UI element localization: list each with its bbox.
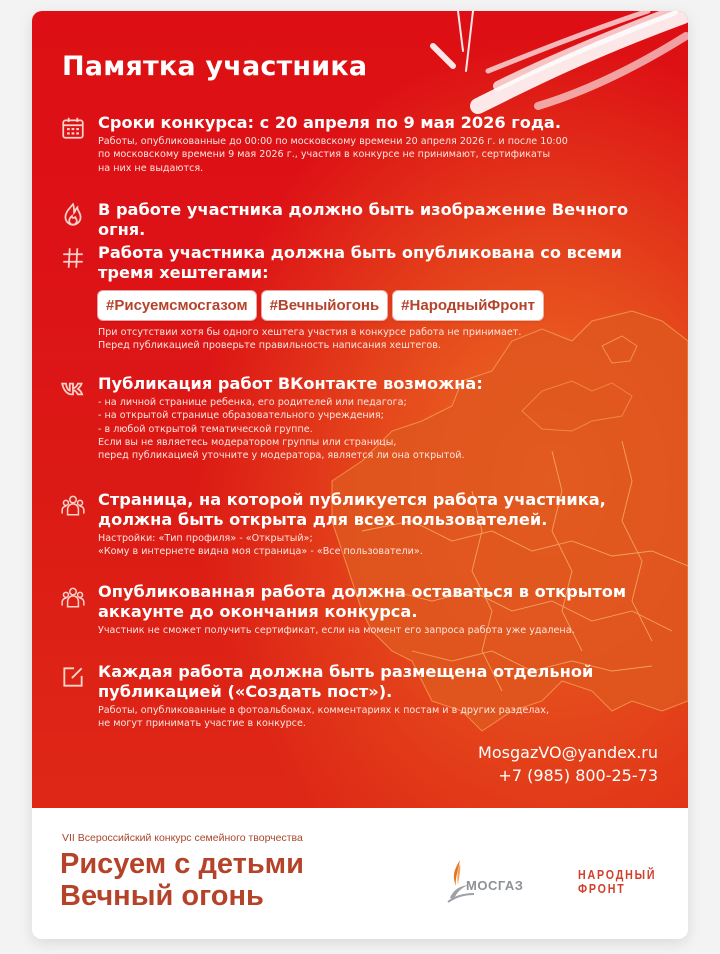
rule-heading: Работа участника должна быть опубликована со всеми тремя хештегами: — [98, 243, 623, 282]
rule-details: При отсутствии хотя бы одного хештега участия в конкурсе работа не принимает. Перед публикацией проверьте правильность написания хештегов. — [98, 327, 522, 352]
poster-card — [32, 11, 688, 939]
brush-stroke-decoration — [418, 11, 688, 121]
contact-email[interactable]: MosgazVO@yandex.ru — [478, 743, 658, 762]
vk-icon — [60, 376, 88, 404]
hashtag-chip: #НародныйФронт — [393, 291, 543, 320]
rule-heading: Страница, на которой публикуется работа участника, должна быть открыта для всех пользователей. — [98, 490, 606, 529]
contest-name: Рисуем с детьми Вечный огонь — [60, 848, 304, 912]
rule-heading: Опубликованная работа должна оставаться в открытом аккаунте до окончания конкурса. — [98, 582, 627, 621]
hashtag-chip: #Вечныйогонь — [262, 291, 388, 320]
page-title: Памятка участника — [62, 51, 368, 82]
rule-heading: Сроки конкурса: с 20 апреля по 9 мая 2026 года. — [98, 113, 561, 132]
rule-details: - на личной странице ребенка, его родителей или педагога; - на открытой странице образовательного учреждения; - в любой открытой тематической группе. Если вы не являетесь модератором группы или страницы, перед публикацией уточните у модератора, является ли она открытой. — [98, 397, 465, 462]
rule-details: Работы, опубликованные в фотоальбомах, комментариях к постам и в других разделах, не могут принимать участие в конкурсе. — [98, 705, 550, 730]
poster-background — [32, 11, 688, 808]
users-icon — [60, 492, 88, 520]
rule-heading: Публикация работ ВКонтакте возможна: — [98, 374, 483, 393]
footer — [32, 808, 688, 939]
hashtag-list — [98, 291, 670, 320]
rule-details: Работы, опубликованные до 00:00 по московскому времени 20 апреля 2026 г. и после 10:00 по московскому времени 9 мая 2026 г., участия в конкурсе не принимают, сертификаты на них не выдаются. — [98, 136, 568, 174]
rule-details: Участник не сможет получить сертификат, если на момент его запроса работа уже удалена. — [98, 625, 575, 636]
flame-icon — [60, 202, 88, 230]
rule-heading: Каждая работа должна быть размещена отдельной публикацией («Создать пост»). — [98, 662, 594, 701]
mosgaz-logo-text: МОСГАЗ — [466, 878, 524, 893]
rule-heading: В работе участника должно быть изображение Вечного огня. — [98, 200, 629, 239]
rule-details: Настройки: «Тип профиля» - «Открытый»; «Кому в интернете видна моя страница» - «Все пользователи». — [98, 533, 423, 558]
mosgaz-logo — [444, 858, 544, 908]
contact-phone[interactable]: +7 (985) 800-25-73 — [498, 766, 658, 785]
hashtag-chip: #Рисуемсмосгазом — [98, 291, 256, 320]
calendar-icon — [60, 115, 88, 143]
edit-post-icon — [60, 664, 88, 692]
users-icon — [60, 584, 88, 612]
contest-kicker: VII Всероссийский конкурс семейного творчества — [62, 832, 303, 844]
contact-info — [478, 741, 658, 787]
hashtag-icon — [60, 245, 88, 273]
narodny-front-logo: НАРОДНЫЙ ФРОНТ — [578, 867, 657, 896]
